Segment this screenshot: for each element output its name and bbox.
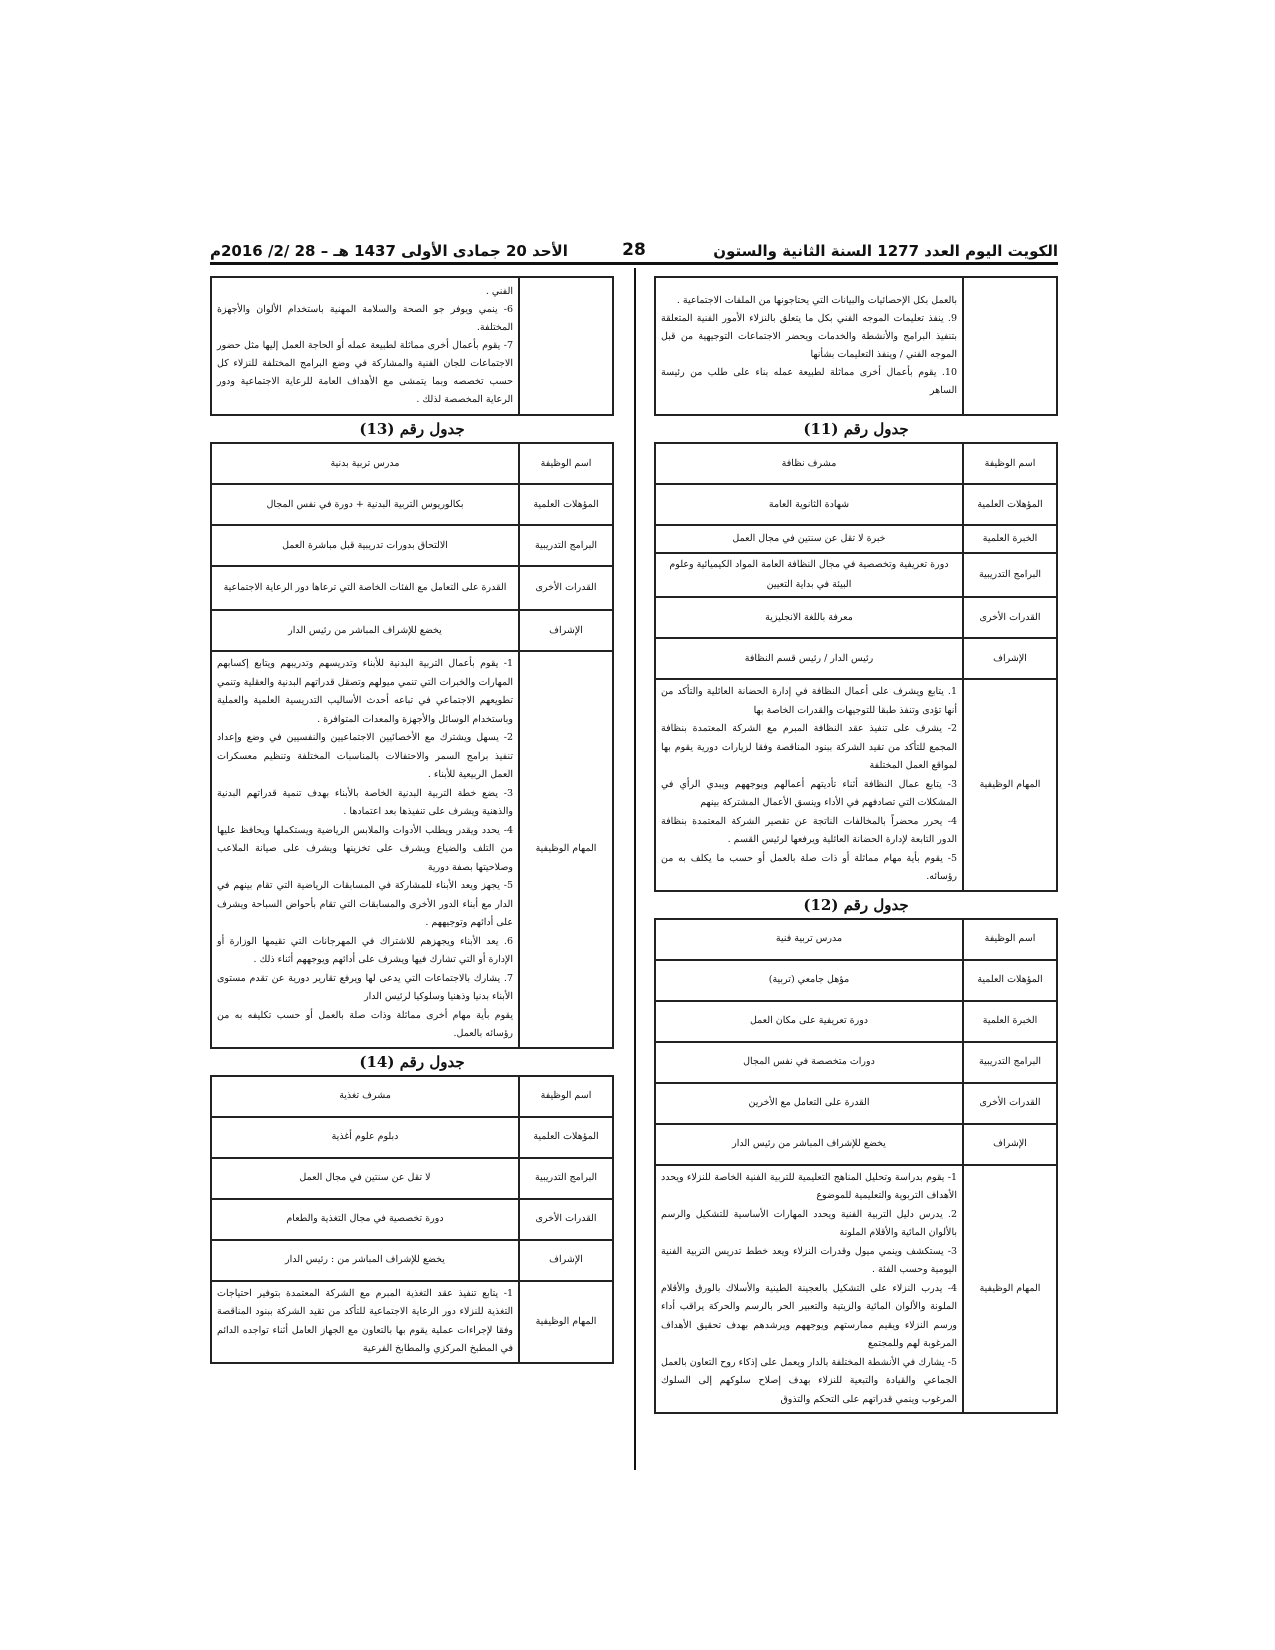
row-label: المهام الوظيفية (519, 1281, 613, 1363)
table-11-title: جدول رقم (11) (803, 420, 909, 438)
task-item: 7- يقوم بأعمال أخرى مماثلة لطبيعة عمله أو الحاجة العمل إليها مثل حضور الاجتماعات للجان الفنية والمشاركة في وضع البرامج المختلفة للنزلاء كل حسب تخصصه وبما يتمشى مع الأهداف العامة للرعاية الاجتماعية ودور الرعاية المخصصة لذلك . (217, 340, 513, 405)
row-value: القدرة على التعامل مع الفئات الخاصة التي ترعاها دور الرعاية الاجتماعية (211, 566, 519, 610)
row-value: مدرس تربية بدنية (211, 443, 519, 484)
row-label: البرامج التدريبية (519, 525, 613, 566)
row-label: البرامج التدريبية (963, 1042, 1057, 1083)
task-item: 9. ينفذ تعليمات الموجه الفني بكل ما يتعلق بالنزلاء الأمور الفنية المتعلقة بتنفيذ البرامج والأنشطة والخدمات ويحضر الاجتماعات التوجيهية من قبل الموجه الفني / وينفذ التعليمات بشأنها (661, 313, 957, 360)
row-value: مؤهل جامعي (تربية) (655, 960, 963, 1001)
task-list (655, 679, 963, 891)
row-value: الالتحاق بدورات تدريبية قبل مباشرة العمل (211, 525, 519, 566)
table-row (655, 679, 1057, 891)
task-list (655, 1165, 963, 1414)
task-list (211, 1281, 519, 1363)
continued-tasks (655, 277, 963, 415)
continuation-table-left (210, 276, 614, 416)
table-row (211, 1117, 613, 1158)
row-label: الإشراف (963, 638, 1057, 679)
table-row (211, 484, 613, 525)
table-13-title: جدول رقم (13) (359, 420, 465, 438)
table-row (211, 1281, 613, 1363)
row-label: القدرات الأخرى (519, 1199, 613, 1240)
row-label: المؤهلات العلمية (963, 484, 1057, 525)
row-label: المؤهلات العلمية (519, 484, 613, 525)
task-item: 4- يحدد ويقدر ويطلب الأدوات والملابس الرياضية ويستكملها ويحافظ عليها من التلف والضياع ويشرف على تخزينها ويشرف على صيانة الملاعب وصلاحيتها بصفة دورية (217, 824, 513, 873)
task-item: 2- يشرف على تنفيذ عقد النظافة المبرم مع الشركة المعتمدة بنظافة المجمع للتأكد من تقيد الشركة ببنود المناقصة وفقا لزيارات دورية يقوم بها لمواقع العمل المختلفة (661, 723, 957, 771)
row-label: الإشراف (963, 1124, 1057, 1165)
task-item: الفني . (485, 286, 513, 297)
continued-tasks (211, 277, 519, 415)
row-value: مدرس تربية فنية (655, 919, 963, 960)
task-item: 3- يضع خطة التربية البدنية الخاصة بالأبناء بهدف تنمية قدراتهم البدنية والذهنية ويشرف على تنفيذها بعد اعتمادها . (217, 787, 513, 817)
task-item: يقوم بأية مهام أخرى مماثلة وذات صلة بالعمل أو حسب تكليفه به من رؤسائه بالعمل. (217, 1009, 513, 1039)
row-value: دورات متخصصة في نفس المجال (655, 1042, 963, 1083)
task-item: 5- يشارك في الأنشطة المختلفة بالدار ويعمل على إذكاء روح التعاون بالعمل الجماعي والقيادة والتبعية للنزلاء بهدف إصلاح سلوكهم إلى السلوك المرغوب وينمي قدراتهم على التحكم والتذوق (661, 1356, 957, 1405)
task-item: 1- يتابع تنفيذ عقد التغذية المبرم مع الشركة المعتمدة بتوفير احتياجات التغذية للنزلاء دور الرعاية الاجتماعية للتأكد من تقيد الشركة ببنود المناقصة وفقا لإجراءات عملية يقوم بها بالتعاون مع الجهاز العامل أثناء تواجده الدائم في المطبخ المركزي والمطابخ الفرعية (217, 1287, 513, 1354)
table-row (655, 1124, 1057, 1165)
row-value: شهادة الثانوية العامة (655, 484, 963, 525)
table-row (211, 566, 613, 610)
job-table-13 (210, 442, 614, 1049)
page-number: 28 (622, 240, 646, 260)
table-row (655, 553, 1057, 597)
table-row (211, 610, 613, 651)
task-item: 10. يقوم بأعمال أخرى مماثلة لطبيعة عمله بناء على طلب من رئيسة الساهر (661, 367, 957, 396)
task-item: 3- يستكشف وينمي ميول وقدرات النزلاء ويعد خطط تدريس التربية الفنية اليومية وحسب الفئة . (661, 1245, 957, 1275)
row-value: بكالوريوس التربية البدنية + دورة في نفس المجال (211, 484, 519, 525)
table-14-title: جدول رقم (14) (359, 1052, 465, 1071)
table-row (655, 960, 1057, 1001)
row-value: مشرف تغذية (211, 1076, 519, 1117)
task-list (211, 651, 519, 1048)
table-row (211, 525, 613, 566)
row-label: المهام الوظيفية (963, 679, 1057, 891)
table-12-title: جدول رقم (12) (803, 895, 909, 914)
table-row (655, 525, 1057, 553)
table-row (655, 1042, 1057, 1083)
row-label: الإشراف (519, 1240, 613, 1281)
row-label: اسم الوظيفة (963, 443, 1057, 484)
empty-label-cell (519, 277, 613, 415)
row-value: خبرة لا تقل عن سنتين في مجال العمل (655, 525, 963, 553)
table-row (211, 651, 613, 1048)
row-label: المهام الوظيفية (963, 1165, 1057, 1414)
issue-date: الأحد 20 جمادى الأولى 1437 هـ – 28 /2/ 2016م (210, 242, 568, 260)
row-value: يخضع للإشراف المباشر من رئيس الدار (655, 1124, 963, 1165)
table-row (211, 1158, 613, 1199)
row-value: يخضع للإشراف المباشر من : رئيس الدار (211, 1240, 519, 1281)
column-divider (634, 268, 636, 1470)
row-value: مشرف نظافة (655, 443, 963, 484)
task-item: 2- يسهل ويشترك مع الأخصائيين الاجتماعيين والنفسيين في وضع وإعداد تنفيذ برامج السمر والاحتفالات بالمناسبات المختلفة وتنظيم معسكرات العمل الربيعية للأبناء . (217, 732, 513, 780)
row-label: الخبرة العلمية (963, 525, 1057, 553)
table-row (655, 1165, 1057, 1414)
row-value: دورة تخصصية في مجال التغذية والطعام (211, 1199, 519, 1240)
row-label: البرامج التدريبية (519, 1158, 613, 1199)
table-row (655, 919, 1057, 960)
header-rule (210, 262, 1058, 265)
table-row (211, 1199, 613, 1240)
gazette-issue: الكويت اليوم العدد 1277 السنة الثانية والستون (713, 242, 1058, 260)
table-row (655, 484, 1057, 525)
task-item: بالعمل بكل الإحصائيات والبيانات التي يحتاجونها من الملفات الاجتماعية . (676, 295, 957, 306)
table-row (655, 1083, 1057, 1124)
row-label: اسم الوظيفة (519, 1076, 613, 1117)
table-row (655, 1001, 1057, 1042)
task-item: 7. يشارك بالاجتماعات التي يدعى لها ويرفع تقارير دورية عن تقدم مستوى الأبناء بدنيا وذهنيا وسلوكيا لرئيس الدار (217, 972, 513, 1002)
table-row (655, 443, 1057, 484)
row-label: البرامج التدريبية (963, 553, 1057, 597)
row-label: المؤهلات العلمية (519, 1117, 613, 1158)
table-row (211, 443, 613, 484)
task-item: 2. يدرس دليل التربية الفنية ويحدد المهارات الأساسية للتشكيل والرسم بالألوان المائية والأقلام الملونة (661, 1208, 957, 1238)
left-column (210, 276, 614, 1364)
row-value: رئيس الدار / رئيس قسم النظافة (655, 638, 963, 679)
row-value: يخضع للإشراف المباشر من رئيس الدار (211, 610, 519, 651)
job-table-11 (654, 442, 1058, 892)
row-label: القدرات الأخرى (963, 597, 1057, 638)
task-item: 4- يدرب النزلاء على التشكيل بالعجينة الطينية والأسلاك بالورق والأقلام الملونة والألوان المائية والزيتية والتعبير الحر بالرسم والحركة يراقب أداء ورسم النزلاء ويقيم ممارستهم ويوجههم ويرشدهم بهدف تحقيق الأهداف المرغوبة لهم وللمجتمع (661, 1282, 957, 1349)
row-value: القدرة على التعامل مع الأخرين (655, 1083, 963, 1124)
table-row (211, 1076, 613, 1117)
task-item: 1. يتابع ويشرف على أعمال النظافة في إدارة الحضانة العائلية والتأكد من أنها تؤدى وتنفذ طبقا للتوجيهات والقدرات الخاصة بها (661, 686, 957, 716)
row-value: لا تقل عن سنتين في مجال العمل (211, 1158, 519, 1199)
job-table-12 (654, 918, 1058, 1415)
row-label: اسم الوظيفة (519, 443, 613, 484)
task-item: 6- ينمي ويوفر جو الصحة والسلامة المهنية باستخدام الألوان والأجهزة المختلفة. (217, 304, 513, 333)
task-item: 1- يقوم بأعمال التربية البدنية للأبناء وتدريسهم وتدريبهم ويتابع إكسابهم المهارات والخبرات التي تنمي ميولهم وتصقل قدراتهم البدنية والعقلية وتنمي تطويعهم الاجتماعي في تباعه أحدث الأساليب التدريسية العلمية والعملية وباستخدام الوسائل والأجهزة والمعدات المتوافرة . (217, 658, 513, 725)
empty-label-cell (963, 277, 1057, 415)
job-table-14 (210, 1075, 614, 1364)
right-column (654, 276, 1058, 1414)
table-row (211, 1240, 613, 1281)
row-value: دبلوم علوم أغذية (211, 1117, 519, 1158)
row-value: معرفة باللغة الانجليزية (655, 597, 963, 638)
task-item: 5- يجهز ويعد الأبناء للمشاركة في المسابقات الرياضية التي تقام بينهم في الدار مع أبناء الدور الأخرى والمسابقات التي تقام بأحواض السباحة ويشرف على أدائهم وتوجيههم . (217, 880, 513, 928)
row-value: دورة تعريفية على مكان العمل (655, 1001, 963, 1042)
row-label: اسم الوظيفة (963, 919, 1057, 960)
task-item: 3- يتابع عمال النظافة أثناء تأديتهم أعمالهم ويوجههم ويبدي الرأي في المشكلات التي تصادفهم في الأداء وينسق الأعمال المشتركة بينهم (661, 778, 957, 808)
table-row (655, 638, 1057, 679)
task-item: 1- يقوم بدراسة وتحليل المناهج التعليمية للتربية الفنية الخاصة للنزلاء ويحدد الأهداف التربوية والتعليمية للموضوع (661, 1171, 957, 1201)
row-label: المهام الوظيفية (519, 651, 613, 1048)
table-row (655, 597, 1057, 638)
task-item: 4- يحرر محضراً بالمخالفات الناتجة عن تقصير الشركة المعتمدة بنظافة الدور التابعة لإدارة الحضانة العائلية ويرفعها لرئيس القسم . (661, 815, 957, 845)
row-label: الخبرة العلمية (963, 1001, 1057, 1042)
row-label: المؤهلات العلمية (963, 960, 1057, 1001)
task-item: 6. يعد الأبناء ويجهزهم للاشتراك في المهرجانات التي تقيمها الوزارة أو الإدارة أو التي تشارك فيها ويشرف على أدائهم ويوجههم أثناء ذلك . (217, 935, 513, 965)
row-value: دورة تعريفية وتخصصية في مجال النظافة العامة المواد الكيميائية وعلوم البيئة في بداية التعيين (655, 553, 963, 597)
continuation-table-right (654, 276, 1058, 416)
task-item: 5- يقوم بأية مهام مماثلة أو ذات صلة بالعمل أو حسب ما يكلف به من رؤسائه. (661, 852, 957, 882)
row-label: الإشراف (519, 610, 613, 651)
row-label: القدرات الأخرى (519, 566, 613, 610)
row-label: القدرات الأخرى (963, 1083, 1057, 1124)
